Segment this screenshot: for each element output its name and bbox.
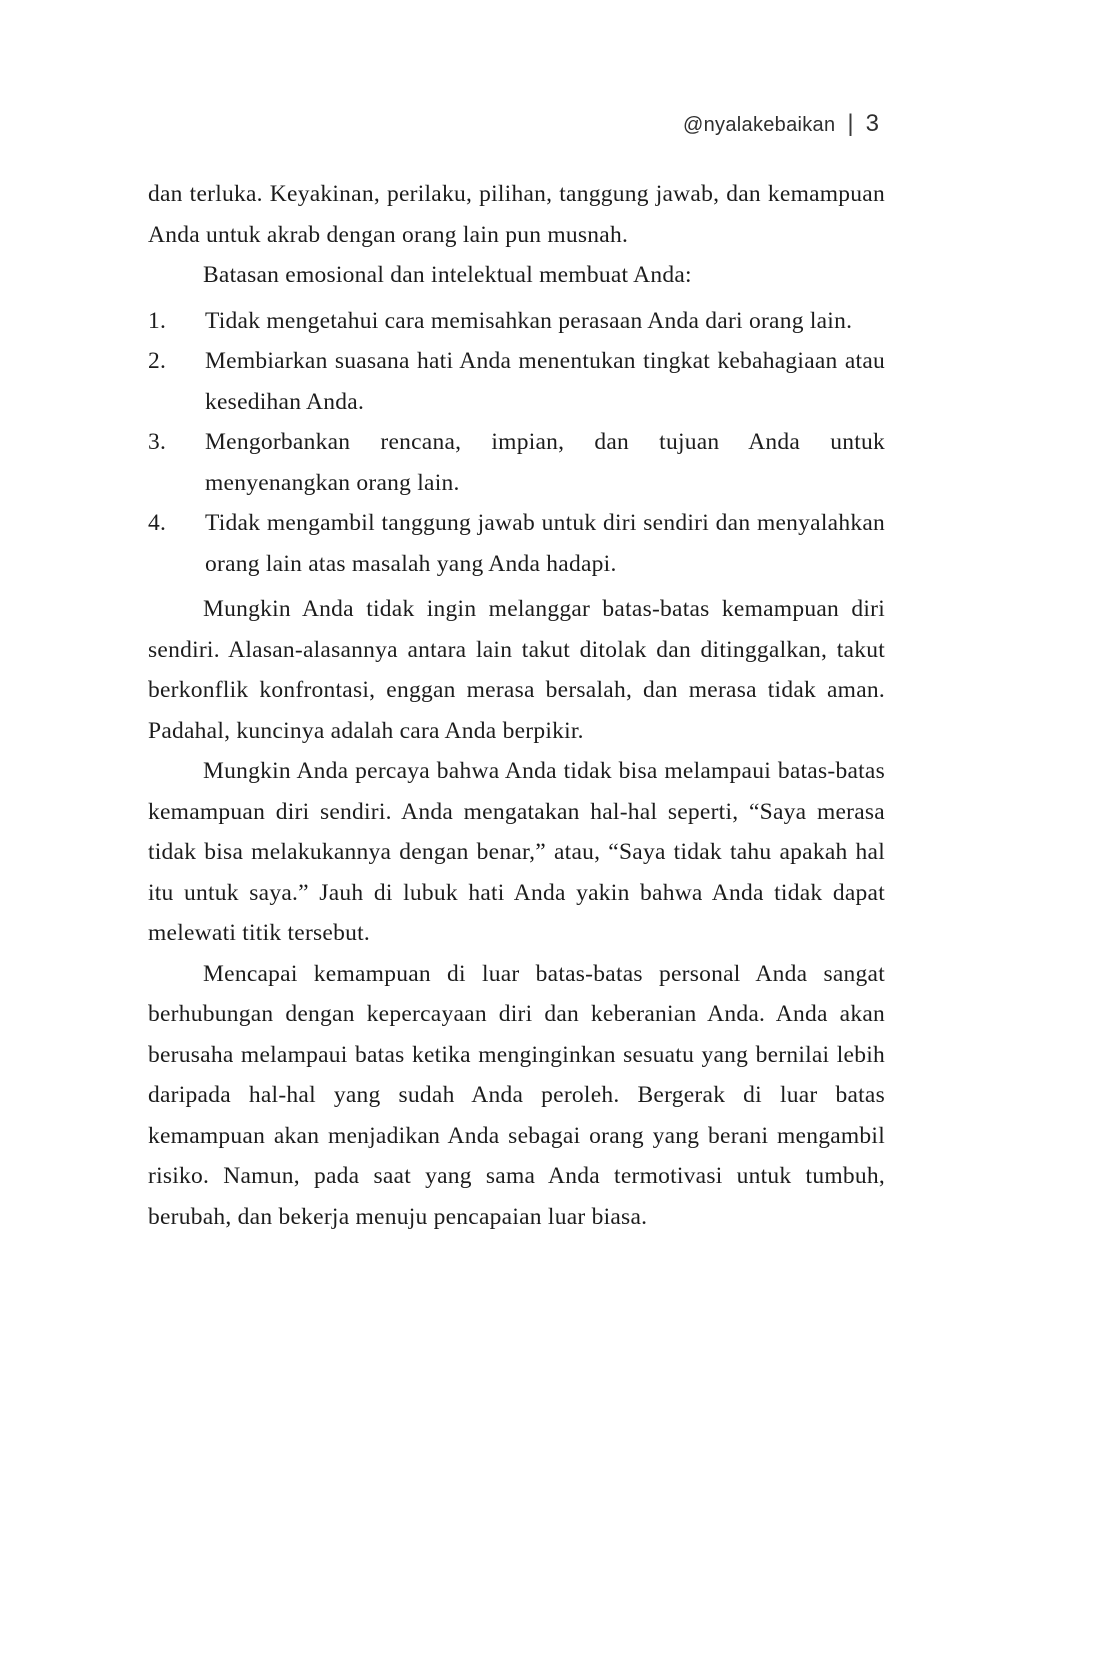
page-header	[683, 110, 879, 138]
list-item-text: Tidak mengambil tanggung jawab untuk diri sendiri dan menyalahkan orang lain atas masalah yang Anda hadapi.	[205, 510, 885, 577]
list-item-text: Tidak mengetahui cara memisahkan perasaan Anda dari orang lain.	[205, 307, 853, 334]
header-separator: |	[847, 110, 854, 137]
page-number: 3	[865, 110, 879, 137]
paragraph-continuation: dan terluka. Keyakinan, perilaku, pilihan, tanggung jawab, dan kemampuan Anda untuk akrab dengan orang lain pun musnah.	[148, 181, 885, 248]
list-item	[148, 422, 885, 503]
list-item-number: 1.	[148, 307, 167, 334]
paragraph-lead-in: Batasan emosional dan intelektual membuat Anda:	[203, 262, 692, 288]
social-handle: @nyalakebaikan	[683, 114, 836, 136]
list-item-number: 3.	[148, 429, 167, 455]
paragraph: Mungkin Anda tidak ingin melanggar batas-batas kemampuan diri sendiri. Alasan-alasannya antara lain takut ditolak dan ditinggalkan, takut berkonflik konfrontasi, enggan merasa bersalah, dan merasa tidak aman. Padahal, kuncinya adalah cara Anda berpikir.	[148, 596, 885, 744]
list-item	[148, 301, 885, 342]
numbered-list	[148, 301, 885, 585]
list-item-text: Mengorbankan rencana, impian, dan tujuan Anda untuk menyenangkan orang lain.	[205, 429, 885, 496]
paragraph: Mungkin Anda percaya bahwa Anda tidak bisa melampaui batas-batas kemampuan diri sendiri. Anda mengatakan hal-hal seperti, “Saya merasa tidak bisa melakukannya dengan benar,” atau, “Saya tidak tahu apakah hal itu untuk saya.” Jauh di lubuk hati Anda yakin bahwa Anda tidak dapat melewati titik tersebut.	[148, 758, 885, 946]
list-item-text: Membiarkan suasana hati Anda menentukan tingkat kebahagiaan atau kesedihan Anda.	[205, 348, 885, 415]
list-item	[148, 341, 885, 422]
paragraph: Mencapai kemampuan di luar batas-batas personal Anda sangat berhubungan dengan kepercayaan diri dan keberanian Anda. Anda akan berusaha melampaui batas ketika menginginkan sesuatu yang bernilai lebih daripada hal-hal yang sudah Anda peroleh. Bergerak di luar batas kemampuan akan menjadikan Anda sebagai orang yang berani mengambil risiko. Namun, pada saat yang sama Anda termotivasi untuk tumbuh, berubah, dan bekerja menuju pencapaian luar biasa.	[148, 960, 885, 1230]
page-body	[148, 174, 885, 1237]
list-item	[148, 503, 885, 584]
list-item-number: 4.	[148, 510, 167, 536]
list-item-number: 2.	[148, 348, 167, 374]
